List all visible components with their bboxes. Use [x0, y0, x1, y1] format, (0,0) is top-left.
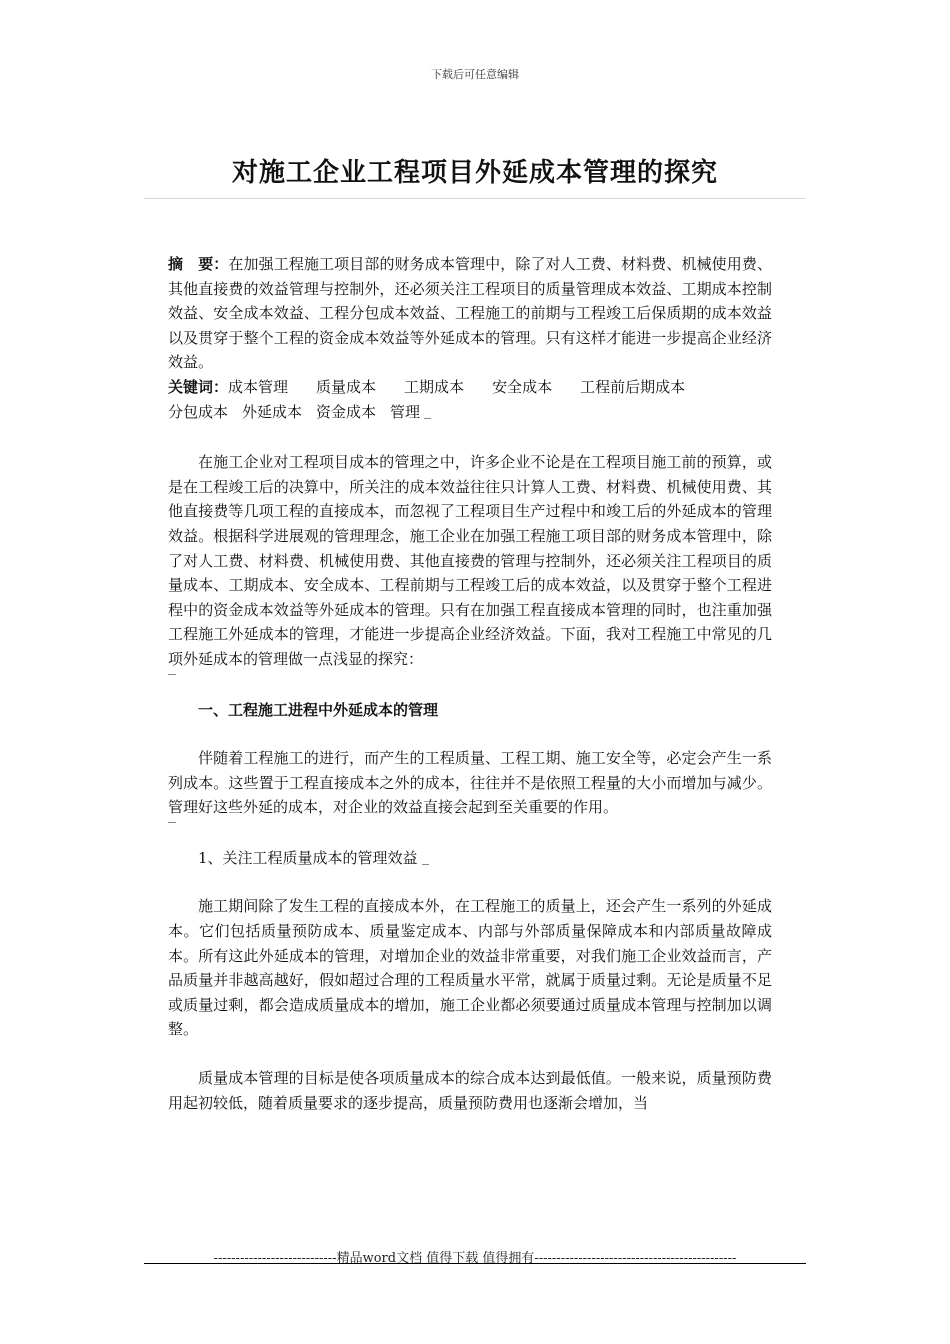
- keyword: 安全成本: [492, 377, 553, 396]
- keyword: 管理: [390, 402, 421, 421]
- page-header-note: 下载后可任意编辑: [431, 68, 519, 81]
- keyword: 外延成本: [242, 402, 303, 421]
- abstract-text: 在加强工程施工项目部的财务成本管理中，除了对人工费、材料费、机械使用费、其他直接费的效益管理与控制外，还必须关注工程项目的质量管理成本效益、工期成本控制效益、安全成本效益、工程分包成本效益、工程施工的前期与工程竣工后保质期的成本效益以及贯穿于整个工程的资金成本效益等外延成本的管理。只有这样才能进一步提高企业经济效益。: [168, 255, 772, 372]
- subsection-1-heading-text: 1、关注工程质量成本的管理效益: [198, 848, 418, 867]
- intro-paragraph: 在施工企业对工程项目成本的管理之中，许多企业不论是在工程项目施工前的预算，或是在工程竣工后的决算中，所关注的成本效益往往只计算人工费、材料费、机械使用费、其他直接费等几项工程的直接成本，而忽视了工程项目生产过程中和竣工后的外延成本的管理效益。根据科学进展观的管理理念，施工企业在加强工程施工项目部的财务成本管理中，除了对人工费、材料费、机械使用费、其他直接费的管理与控制外，还必须关注工程项目的质量成本、工期成本、安全成本、工程前期与工程竣工后的成本效益，以及贯穿于整个工程进程中的资金成本效益等外延成本的管理。只有在加强工程直接成本管理的同时，也注重加强工程施工外延成本的管理，才能进一步提高企业经济效益。下面，我对工程施工中常见的几项外延成本的管理做一点浅显的探究：: [168, 453, 772, 668]
- paragraph-gap: [168, 1042, 772, 1066]
- keywords-row-1: [168, 375, 772, 400]
- paragraph-mark: [168, 672, 772, 684]
- page-footer-text: ----------------------------精品word文档 值得下载 值得拥有----------------------------------------------: [213, 1251, 737, 1266]
- paragraph-mark: [168, 820, 772, 832]
- keyword: 工程前后期成本: [580, 377, 686, 396]
- section-1-paragraph: 伴随着工程施工的进行，而产生的工程质量、工程工期、施工安全等，必定会产生一系列成本。这些置于工程直接成本之外的成本，往往并不是依照工程量的大小而增加与减少。管理好这些外延的成本，对企业的效益直接会起到至关重要的作用。: [168, 749, 772, 817]
- keyword: 资金成本: [316, 402, 377, 421]
- keywords-label: 关键词：: [168, 377, 229, 396]
- subsection-1-paragraph-2: 质量成本管理的目标是使各项质量成本的综合成本达到最低值。一般来说，质量预防费用起初较低，随着质量要求的逐步提高，质量预防费用也逐渐会增加，当: [168, 1069, 772, 1112]
- document-body: [168, 252, 772, 1115]
- abstract-label: 摘 要：: [168, 255, 229, 273]
- title-divider: [144, 198, 806, 199]
- subsection-1-paragraph-1: 施工期间除了发生工程的直接成本外，在工程施工的质量上，还会产生一系列的外延成本。它们包括质量预防成本、质量鉴定成本、内部与外部质量保障成本和内部质量故障成本。所有这此外延成本的管理，对增加企业的效益非常重要，对我们施工企业效益而言，产品质量并非越高越好，假如超过合理的工程质量水平常，就属于质量过剩。无论是质量不足或质量过剩，都会造成质量成本的增加，施工企业都必须要通过质量成本管理与控制加以调整。: [168, 897, 772, 1039]
- keyword: 质量成本: [316, 377, 377, 396]
- keywords-row-2: [168, 400, 772, 425]
- footer-divider: [144, 1263, 806, 1264]
- subsection-1-heading: [168, 846, 772, 871]
- keyword: 工期成本: [404, 377, 465, 396]
- section-1-heading: 一、工程施工进程中外延成本的管理: [198, 700, 439, 719]
- abstract: [168, 252, 772, 375]
- keyword: 分包成本: [168, 402, 229, 421]
- paragraph-mark: [424, 418, 431, 419]
- keywords: [168, 375, 772, 424]
- document-title: 对施工企业工程项目外延成本管理的探究: [231, 158, 718, 188]
- paragraph-mark: [422, 864, 429, 865]
- keyword: 成本管理: [228, 377, 289, 396]
